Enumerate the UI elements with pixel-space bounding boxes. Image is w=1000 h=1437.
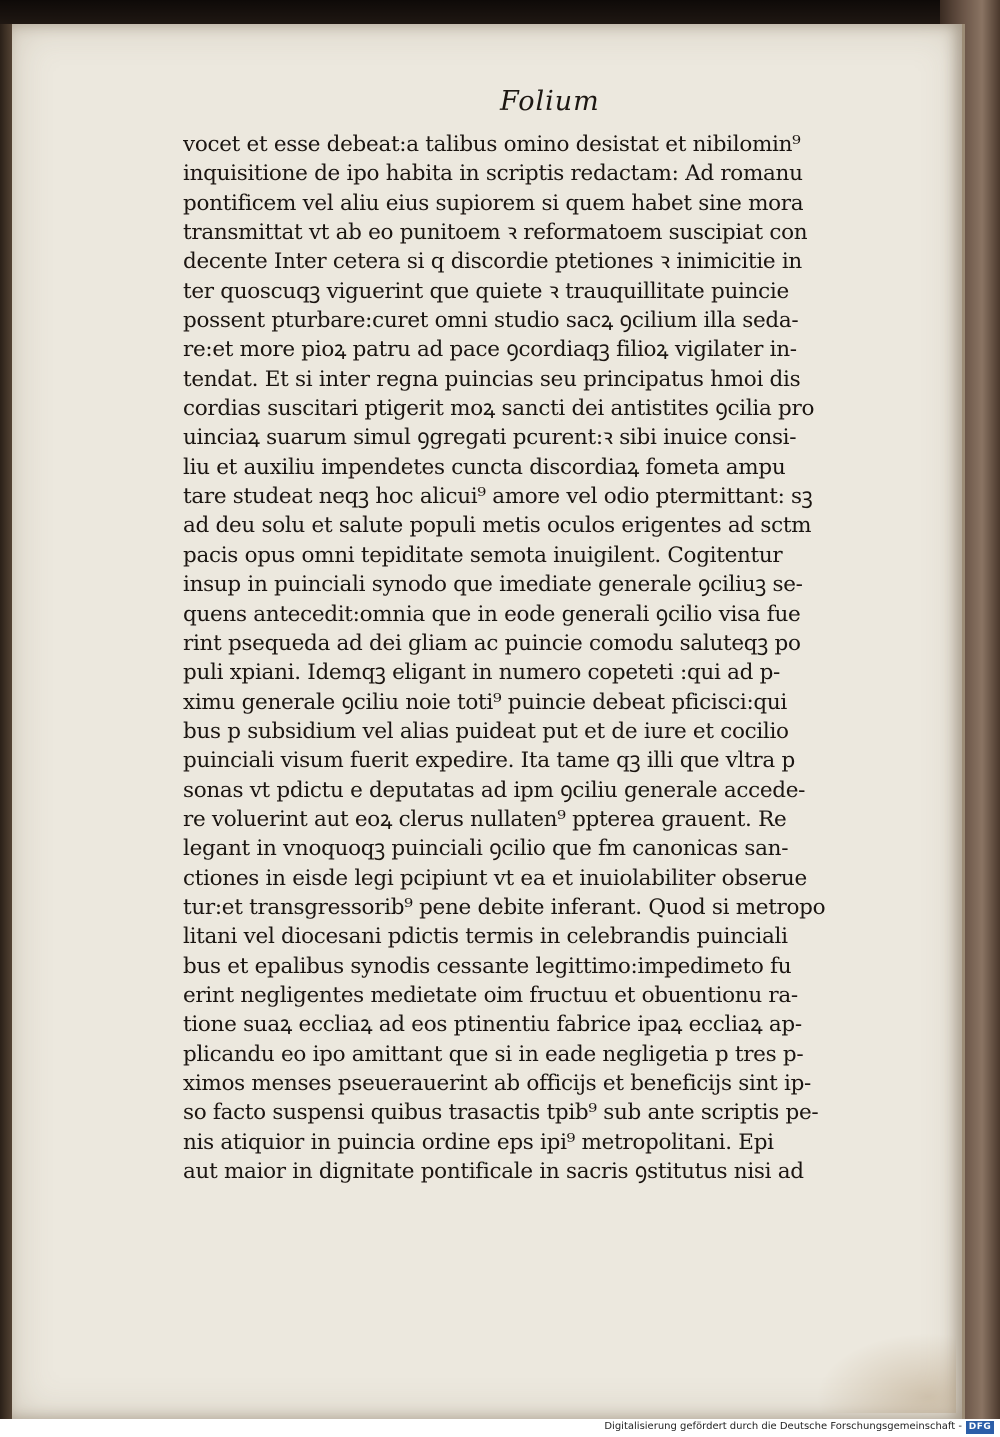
- dfg-logo: DFG: [966, 1421, 994, 1434]
- text-line: legant in vnoquoqꝫ puinciali ꝯcilio que fm canonicas san‑: [183, 836, 789, 862]
- page-stain: [816, 1333, 956, 1413]
- scan-top-border: [0, 0, 1000, 24]
- footer-credit: Digitalisierung gefördert durch die Deutsche Forschungsgemeinschaft -: [604, 1421, 962, 1432]
- text-line: litani vel diocesani pdictis termis in celebrandis puinciali: [183, 924, 788, 950]
- text-line: so facto suspensi quibus trasactis tpib⁹ sub ante scriptis pe‑: [183, 1100, 819, 1126]
- text-line: ter quoscuqꝫ viguerint que quiete ꝛ trauquillitate puincie: [183, 278, 789, 304]
- text-line: bus et epalibus synodis cessante legittimo:impedimeto fu: [183, 953, 792, 979]
- text-line: bus p subsidium vel alias puideat put et de iure et cocilio: [183, 718, 789, 744]
- text-line: vocet et esse debeat:a talibus omino desistat et nibilomin⁹: [183, 132, 801, 157]
- text-line: ctiones in eisde legi pcipiunt vt ea et inuiolabiliter obserue: [183, 865, 807, 891]
- text-line: rint psequeda ad dei gliam ac puincie comodu saluteqꝫ po: [183, 630, 801, 656]
- text-line: re voluerint aut eoꝝ clerus nullaten⁹ ppterea grauent. Re: [183, 806, 787, 832]
- page-heading: Folium: [500, 86, 600, 117]
- text-line: liu et auxiliu impendetes cuncta discordiaꝝ fometa ampu: [183, 454, 786, 480]
- text-line: transmittat vt ab eo punitoem ꝛ reformatoem suscipiat con: [183, 220, 808, 246]
- text-line: sonas vt pdictu e deputatas ad ipm ꝯciliu generale accede‑: [183, 777, 806, 803]
- text-line: tendat. Et si inter regna puincias seu principatus hmoi dis: [183, 366, 801, 392]
- text-line: pontificem vel aliu eius supiorem si quem habet sine mora: [183, 190, 804, 216]
- text-line: ximos menses pseuerauerint ab officijs et beneficijs sint ip‑: [183, 1071, 811, 1096]
- text-line: tur:et transgressorib⁹ pene debite inferant. Quod si metropo: [183, 894, 826, 920]
- text-line: plicandu eo ipo amittant que si in eade negligetia p tres p‑: [183, 1041, 804, 1067]
- text-line: ad deu solu et salute populi metis oculos erigentes ad sctm: [183, 513, 812, 539]
- text-line: insup in puinciali synodo que imediate generale ꝯciliuꝫ se‑: [183, 572, 803, 598]
- text-line: ximu generale ꝯciliu noie toti⁹ puincie debeat pficisci:qui: [183, 689, 787, 715]
- text-line: uinciaꝝ suarum simul ꝯgregati pcurent:ꝛ sibi inuice consi‑: [183, 425, 797, 451]
- text-line: quens antecedit:omnia que in eode generali ꝯcilio visa fue: [183, 601, 801, 627]
- text-line: puinciali visum fuerit expedire. Ita tame qꝫ illi que vltra p: [183, 748, 795, 774]
- text-line: possent pturbare:curet omni studio sacꝝ ꝯcilium illa seda‑: [183, 308, 799, 334]
- body-text: [183, 130, 903, 1186]
- text-line: puli xpiani. Idemqꝫ eligant in numero copeteti :qui ad p‑: [183, 660, 781, 686]
- text-line: tione suaꝝ eccliaꝝ ad eos ptinentiu fabrice ipaꝝ eccliaꝝ ap‑: [183, 1012, 802, 1038]
- text-line: decente Inter cetera si q discordie ptetiones ꝛ inimicitie in: [183, 249, 802, 275]
- text-line: erint negligentes medietate oim fructuu et obuentionu ra‑: [183, 982, 798, 1008]
- text-line: pacis opus omni tepiditate semota inuigilent. Cogitentur: [183, 542, 783, 568]
- text-line: tare studeat neqꝫ hoc alicui⁹ amore vel odio ptermittant: sꝫ: [183, 484, 813, 510]
- text-line: aut maior in dignitate pontificale in sacris ꝯstitutus nisi ad: [183, 1159, 804, 1185]
- text-line: cordias suscitari ptigerit moꝝ sancti dei antistites ꝯcilia pro: [183, 396, 815, 422]
- text-line: nis atiquior in puincia ordine eps ipi⁹ metropolitani. Epi: [183, 1129, 774, 1155]
- text-line: re:et more pioꝝ patru ad pace ꝯcordiaqꝫ filioꝝ vigilater in‑: [183, 337, 797, 363]
- text-line: inquisitione de ipo habita in scriptis redactam: Ad romanu: [183, 161, 803, 187]
